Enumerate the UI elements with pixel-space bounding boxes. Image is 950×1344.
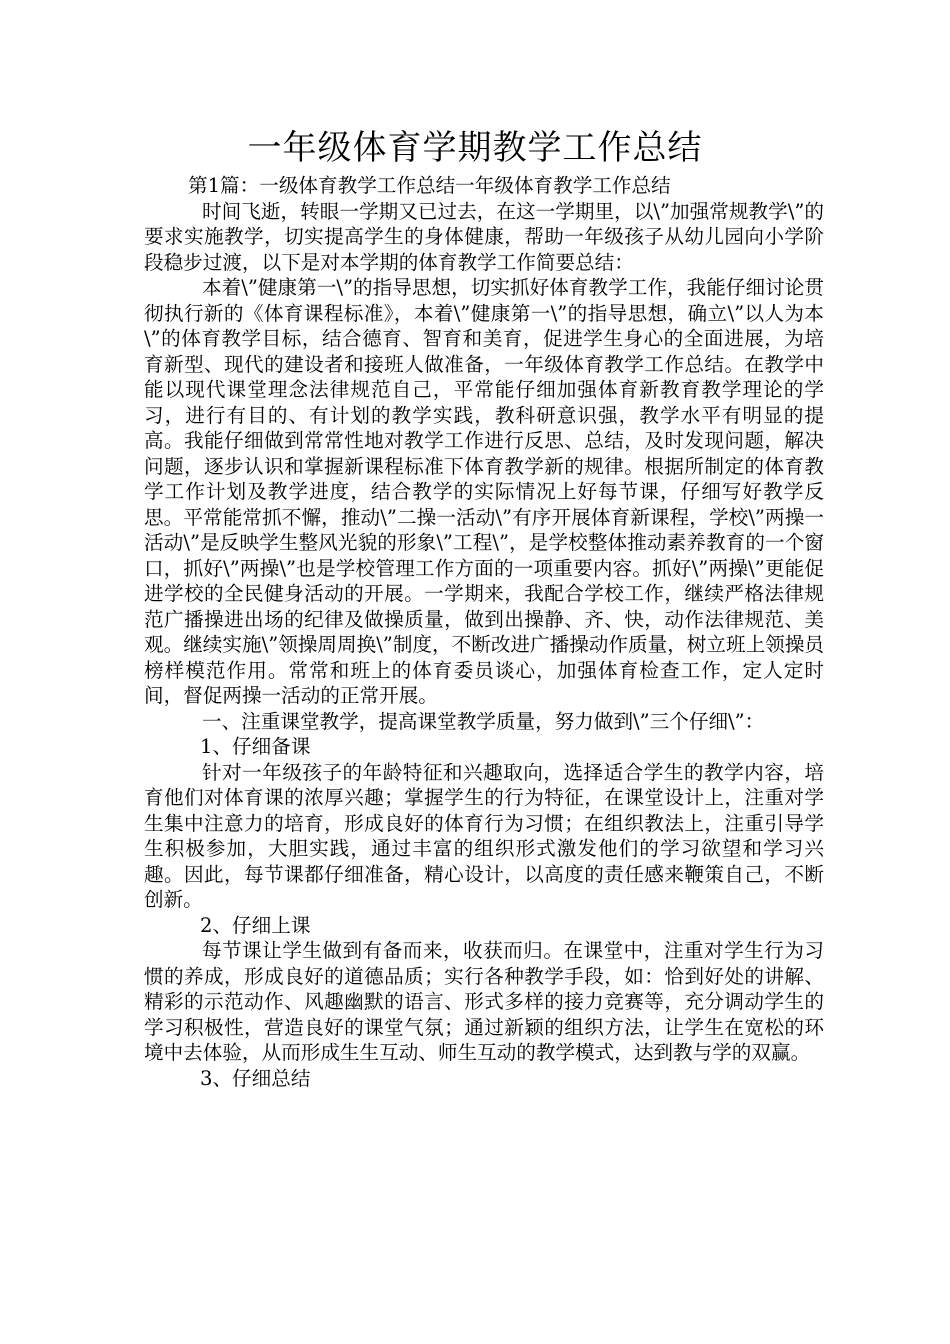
paragraph-intro: 时间飞逝，转眼一学期又已过去，在这一学期里，以\”加强常规教学\”的要求实施教学，切实提高学生的身体健康，帮助一年级孩子从幼儿园向小学阶段稳步过渡，以下是对本学期的体育教学工作简要总结： [144, 199, 824, 274]
subheading-careful-teaching: 2、仔细上课 [200, 913, 311, 937]
paragraph-teaching: 每节课让学生做到有备而来，收获而归。在课堂中，注重对学生行为习惯的养成，形成良好的道德品质；实行各种教学手段，如：恰到好处的讲解、精彩的示范动作、风趣幽默的语言、形式多样的接力竞赛等，充分调动学生的学习积极性，营造良好的课堂气氛；通过新颖的组织方法，让学生在宽松的环境中去体验，从而形成生生互动、师生互动的教学模式，达到教与学的双赢。 [144, 939, 824, 1064]
document-title: 一年级体育学期教学工作总结 [247, 128, 703, 168]
document-subtitle: 第1篇：一级体育教学工作总结一年级体育教学工作总结 [188, 174, 671, 197]
section-heading-1: 一、注重课堂教学，提高课堂教学质量，努力做到\”三个仔细\”： [202, 709, 765, 733]
subheading-careful-preparation: 1、仔细备课 [200, 735, 311, 758]
document-body [144, 173, 824, 1091]
subheading-careful-summary: 3、仔细总结 [200, 1066, 311, 1090]
paragraph-preparation: 针对一年级孩子的年龄特征和兴趣取向，选择适合学生的教学内容，培育他们对体育课的浓厚兴趣；掌握学生的行为特征，在课堂设计上，注重对学生集中注意力的培育，形成良好的体育行为习惯；在组织教法上，注重引导学生积极参加，大胆实践，通过丰富的组织形式激发他们的学习欲望和学习兴趣。因此，每节课都仔细准备，精心设计，以高度的责任感来鞭策自己，不断创新。 [144, 760, 824, 911]
paragraph-main: 本着\”健康第一\”的指导思想，切实抓好体育教学工作，我能仔细讨论贯彻执行新的《体育课程标准》，本着\”健康第一\”的指导思想，确立\”以人为本\”的体育教学目标，结合德育、智育和美育，促进学生身心的全面进展，为培育新型、现代的建设者和接班人做准备，一年级体育教学工作总结。在教学中能以现代课堂理念法律规范自己，平常能仔细加强体育新教育教学理论的学习，进行有目的、有计划的教学实践，教科研意识强，教学水平有明显的提高。我能仔细做到常常性地对教学工作进行反思、总结，及时发现问题，解决问题，逐步认识和掌握新课程标准下体育教学新的规律。根据所制定的体育教学工作计划及教学进度，结合教学的实际情况上好每节课，仔细写好教学反思。平常能常抓不懈，推动\”二操一活动\”有序开展体育新课程，学校\”两操一活动\”是反映学生整风光貌的形象\”工程\”，是学校整体推动素养教育的一个窗口，抓好\”两操\”也是学校管理工作方面的一项重要内容。抓好\”两操\”更能促进学校的全民健身活动的开展。一学期来，我配合学校工作，继续严格法律规范广播操进出场的纪律及做操质量，做到出操静、齐、快，动作法律规范、美观。继续实施\”领操周周换\”制度，不断改进广播操动作质量，树立班上领操员榜样模范作用。常常和班上的体育委员谈心，加强体育检查工作，定人定时间，督促两操一活动的正常开展。 [144, 276, 824, 707]
